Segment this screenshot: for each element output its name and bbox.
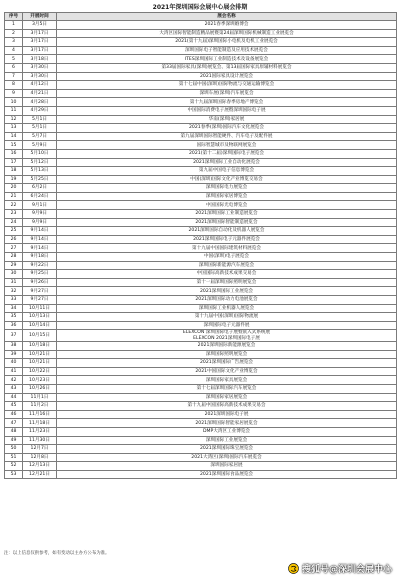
row-number: 31	[5, 278, 23, 287]
row-date: 9月25日	[23, 270, 57, 279]
exhibition-name-line: 2021深圳国际电子展	[204, 411, 249, 417]
table-row	[5, 63, 397, 72]
row-date: 3月17日	[23, 29, 57, 38]
row-number: 33	[5, 296, 23, 305]
row-number: 37	[5, 330, 23, 342]
row-date: 4月29日	[23, 106, 57, 115]
row-exhibition-name	[57, 393, 397, 402]
row-exhibition-name	[57, 296, 397, 305]
row-date: 9月14日	[23, 227, 57, 236]
row-date: 11月18日	[23, 419, 57, 428]
row-exhibition-name	[57, 175, 397, 184]
row-exhibition-name	[57, 341, 397, 350]
table-row	[5, 106, 397, 115]
row-exhibition-name	[57, 313, 397, 322]
exhibition-name-line: 中国(深圳)电子展览会	[204, 254, 249, 260]
row-exhibition-name	[57, 427, 397, 436]
row-number: 27	[5, 244, 23, 253]
table-row	[5, 350, 397, 359]
row-date: 3月30日	[23, 63, 57, 72]
exhibition-name-line: 中国国际光电博览会	[205, 202, 248, 208]
exhibition-name-line: 2021深圳国际智能家居展览会	[195, 420, 258, 426]
row-exhibition-name	[57, 470, 397, 479]
row-exhibition-name	[57, 287, 397, 296]
row-exhibition-name	[57, 218, 397, 227]
row-number: 2	[5, 29, 23, 38]
row-date: 9月27日	[23, 287, 57, 296]
row-date: 3月30日	[23, 72, 57, 81]
row-exhibition-name	[57, 124, 397, 133]
row-exhibition-name	[57, 158, 397, 167]
row-date: 11月16日	[23, 410, 57, 419]
row-exhibition-name	[57, 462, 397, 471]
table-row	[5, 201, 397, 210]
table-row	[5, 38, 397, 47]
row-number: 20	[5, 184, 23, 193]
table-row	[5, 253, 397, 262]
row-date: 5月12日	[23, 158, 57, 167]
table-row	[5, 98, 397, 107]
row-exhibition-name	[57, 359, 397, 368]
exhibition-name-line: 深圳国际工业展览会	[205, 437, 248, 443]
table-row	[5, 270, 397, 279]
table-row	[5, 376, 397, 385]
table-header-row	[5, 13, 397, 21]
exhibition-name-line: 深圳国际电子元器件展	[203, 322, 250, 328]
table-row	[5, 287, 397, 296]
row-exhibition-name	[57, 419, 397, 428]
table-row	[5, 21, 397, 30]
row-date: 3月18日	[23, 55, 57, 64]
row-exhibition-name	[57, 72, 397, 81]
row-exhibition-name	[57, 192, 397, 201]
row-date: 9月9日	[23, 218, 57, 227]
row-number: 30	[5, 270, 23, 279]
row-exhibition-name	[57, 201, 397, 210]
row-date: 12月8日	[23, 453, 57, 462]
row-number: 19	[5, 175, 23, 184]
sohu-logo-icon	[288, 563, 299, 574]
exhibition-name-line: ELEXCON 深圳国际电子展暨嵌入式系统展	[182, 330, 271, 336]
row-exhibition-name	[57, 184, 397, 193]
table-row	[5, 184, 397, 193]
row-exhibition-name	[57, 167, 397, 176]
row-number: 8	[5, 81, 23, 90]
row-exhibition-name	[57, 321, 397, 330]
row-exhibition-name	[57, 278, 397, 287]
table-row	[5, 419, 397, 428]
table-row	[5, 321, 397, 330]
row-exhibition-name	[57, 244, 397, 253]
exhibition-name-line: 深圳国际电子智能制造及应用技术展览会	[185, 47, 268, 53]
row-date: 10月26日	[23, 384, 57, 393]
row-number: 47	[5, 419, 23, 428]
row-date: 10月15日	[23, 330, 57, 342]
exhibition-name-line: 2021(第十二届)深圳国际电子展览会	[189, 151, 264, 157]
watermark	[288, 561, 392, 575]
row-number: 42	[5, 376, 23, 385]
row-date: 10月18日	[23, 341, 57, 350]
table-row	[5, 453, 397, 462]
exhibition-name-line: 深圳国际家具展览会	[205, 377, 248, 383]
row-exhibition-name	[57, 235, 397, 244]
row-exhibition-name	[57, 81, 397, 90]
row-date: 4月12日	[23, 81, 57, 90]
exhibition-name-line: 中国(深圳)国际文化产业博览交易会	[190, 176, 263, 182]
table-row	[5, 261, 397, 270]
exhibition-name-line: 深圳国际家居博览会	[205, 194, 248, 200]
row-number: 38	[5, 341, 23, 350]
table-row	[5, 330, 397, 342]
row-number: 21	[5, 192, 23, 201]
row-number: 17	[5, 158, 23, 167]
exhibition-name-line: 2021深圳国际广告展览会	[199, 360, 254, 366]
row-exhibition-name	[57, 98, 397, 107]
exhibition-name-line: 2021深圳国际工业自动化展览会	[193, 159, 260, 165]
exhibition-name-line: 第十九届中国(深圳)国际物流展	[194, 314, 259, 320]
row-date: 6月24日	[23, 192, 57, 201]
row-number: 16	[5, 149, 23, 158]
row-number: 7	[5, 72, 23, 81]
row-number: 29	[5, 261, 23, 270]
table-row	[5, 149, 397, 158]
row-exhibition-name	[57, 384, 397, 393]
row-date: 9月22日	[23, 261, 57, 270]
row-number: 50	[5, 445, 23, 454]
exhibition-name-line: ITES深圳国际工业制造技术及设备展览会	[184, 56, 269, 62]
table-row	[5, 427, 397, 436]
row-date: 10月13日	[23, 313, 57, 322]
exhibition-name-line: 2021春季深圳婚博会	[204, 22, 249, 28]
row-number: 25	[5, 227, 23, 236]
row-exhibition-name	[57, 453, 397, 462]
row-number: 53	[5, 470, 23, 479]
table-row	[5, 359, 397, 368]
table-row	[5, 462, 397, 471]
exhibition-name-line: 第十九届中国国际高新技术成果交易会	[187, 403, 266, 409]
page-title: 2021年深圳国际会展中心展会排期	[152, 4, 248, 11]
row-exhibition-name	[57, 115, 397, 124]
schedule-rows	[5, 21, 397, 479]
row-date: 10月23日	[23, 376, 57, 385]
exhibition-name-line: 2021春季(深圳)国际汽车文化展览会	[189, 125, 264, 131]
row-number: 4	[5, 46, 23, 55]
exhibition-name-line: 第九届中国电子信息博览会	[198, 168, 255, 174]
table-row	[5, 81, 397, 90]
row-number: 9	[5, 89, 23, 98]
row-date: 5月13日	[23, 167, 57, 176]
table-row	[5, 132, 397, 141]
row-date: 9月27日	[23, 296, 57, 305]
row-number: 15	[5, 141, 23, 150]
row-date: 9月9日	[23, 210, 57, 219]
table-row	[5, 89, 397, 98]
row-number: 46	[5, 410, 23, 419]
exhibition-name-line: 2021大湾区(深圳)国际汽车展览会	[191, 454, 262, 460]
row-date: 9月14日	[23, 244, 57, 253]
exhibition-name-line: 深圳国际电力展览会	[205, 185, 248, 191]
row-number: 35	[5, 313, 23, 322]
row-number: 5	[5, 55, 23, 64]
row-number: 14	[5, 132, 23, 141]
exhibition-name-line: 2021深圳国际智能制造展览会	[195, 219, 258, 225]
table-row	[5, 313, 397, 322]
row-exhibition-name	[57, 63, 397, 72]
table-row	[5, 124, 397, 133]
column-header-date: 开展时间	[23, 13, 57, 21]
table-row	[5, 29, 397, 38]
row-number: 24	[5, 218, 23, 227]
row-number: 22	[5, 201, 23, 210]
table-row	[5, 227, 397, 236]
row-date: 10月11日	[23, 304, 57, 313]
table-row	[5, 175, 397, 184]
row-date: 9月18日	[23, 253, 57, 262]
row-number: 1	[5, 21, 23, 30]
exhibition-name-line: DMP大湾区工业博览会	[202, 429, 251, 435]
row-exhibition-name	[57, 445, 397, 454]
row-exhibition-name	[57, 261, 397, 270]
exhibition-name-line: 深圳国际家居展览会	[205, 394, 248, 400]
row-date: 5月10日	[23, 149, 57, 158]
table-row	[5, 341, 397, 350]
footnote: 注：以上信息仅供参考，如有变动以主办方公布为准。	[4, 551, 110, 556]
table-row	[5, 367, 397, 376]
row-date: 9月14日	[23, 235, 57, 244]
exhibition-name-line: 2021深圳国际食品展览会	[199, 472, 254, 478]
row-exhibition-name	[57, 149, 397, 158]
column-header-name: 展会名称	[57, 13, 397, 21]
row-date: 6月2日	[23, 184, 57, 193]
row-date: 9月26日	[23, 278, 57, 287]
row-number: 48	[5, 427, 23, 436]
row-date: 4月21日	[23, 89, 57, 98]
row-number: 52	[5, 462, 23, 471]
exhibition-name-line: 2021深圳国际动力电池展览会	[195, 297, 258, 303]
row-date: 4月28日	[23, 98, 57, 107]
table-row	[5, 296, 397, 305]
row-exhibition-name	[57, 89, 397, 98]
row-number: 6	[5, 63, 23, 72]
row-date: 10月21日	[23, 359, 57, 368]
exhibition-name-line: 华南(深圳)家居展	[208, 116, 245, 122]
table-row	[5, 436, 397, 445]
table-row	[5, 210, 397, 219]
row-exhibition-name	[57, 21, 397, 30]
row-number: 10	[5, 98, 23, 107]
exhibition-name-line: 第十九届深圳国际春季房地产博览会	[189, 99, 264, 105]
table-row	[5, 235, 397, 244]
row-date: 11月30日	[23, 436, 57, 445]
row-date: 11月1日	[23, 393, 57, 402]
table-row	[5, 72, 397, 81]
exhibition-name-line: 深圳国际家居展	[210, 463, 243, 469]
exhibition-name-line: 2021深圳国际新能源展览会	[197, 343, 256, 349]
row-exhibition-name	[57, 270, 397, 279]
row-number: 34	[5, 304, 23, 313]
row-number: 32	[5, 287, 23, 296]
row-number: 44	[5, 393, 23, 402]
row-exhibition-name	[57, 38, 397, 47]
exhibition-name-line: 深圳国际工业机器人展览会	[198, 305, 255, 311]
row-exhibition-name	[57, 227, 397, 236]
row-number: 45	[5, 402, 23, 411]
row-exhibition-name	[57, 106, 397, 115]
row-date: 3月5日	[23, 21, 57, 30]
row-date: 10月22日	[23, 367, 57, 376]
row-number: 12	[5, 115, 23, 124]
table-row	[5, 304, 397, 313]
table-row	[5, 244, 397, 253]
row-number: 26	[5, 235, 23, 244]
row-exhibition-name	[57, 402, 397, 411]
table-row	[5, 115, 397, 124]
row-exhibition-name	[57, 304, 397, 313]
table-row	[5, 402, 397, 411]
row-exhibition-name	[57, 46, 397, 55]
exhibition-name-line: ELEXCON 2021深圳国际电子展	[193, 335, 260, 341]
row-exhibition-name	[57, 141, 397, 150]
row-number: 11	[5, 106, 23, 115]
table-row	[5, 445, 397, 454]
row-date: 5月25日	[23, 175, 57, 184]
exhibition-name-line: 第十九届中国国际建筑材料展览会	[192, 245, 261, 251]
exhibition-name-line: 2021深圳国际珠宝展览会	[199, 446, 254, 452]
row-number: 13	[5, 124, 23, 133]
row-number: 18	[5, 167, 23, 176]
table-row	[5, 410, 397, 419]
row-date: 12月13日	[23, 462, 57, 471]
row-exhibition-name	[57, 330, 397, 342]
exhibition-name-line: 2021深圳国际自动化及机器人展览会	[188, 228, 265, 234]
table-row	[5, 470, 397, 479]
exhibition-name-line: 2021国际家具设计展览会	[199, 73, 254, 79]
row-exhibition-name	[57, 253, 397, 262]
exhibition-name-line: 深圳国际照明展览会	[205, 351, 248, 357]
exhibition-name-line: 深圳车展(深圳)汽车展览会	[199, 90, 254, 96]
column-header-no: 序号	[5, 13, 23, 21]
row-date: 3月17日	[23, 46, 57, 55]
row-number: 51	[5, 453, 23, 462]
row-date: 11月2日	[23, 402, 57, 411]
table-row	[5, 384, 397, 393]
table-row	[5, 141, 397, 150]
row-date: 5月9日	[23, 141, 57, 150]
schedule-sheet	[4, 3, 396, 479]
row-exhibition-name	[57, 376, 397, 385]
row-number: 23	[5, 210, 23, 219]
exhibition-name-line: 中国国际高新技术成果交易会	[196, 271, 257, 277]
table-row	[5, 192, 397, 201]
exhibition-name-line: 第十七届深圳国际汽车展览会	[196, 386, 257, 392]
row-exhibition-name	[57, 29, 397, 38]
table-row	[5, 278, 397, 287]
table-row	[5, 158, 397, 167]
row-exhibition-name	[57, 436, 397, 445]
row-date: 11月23日	[23, 427, 57, 436]
row-number: 39	[5, 350, 23, 359]
row-exhibition-name	[57, 367, 397, 376]
row-exhibition-name	[57, 132, 397, 141]
row-number: 36	[5, 321, 23, 330]
row-number: 41	[5, 367, 23, 376]
exhibition-name-line: 中国国际消费电子展暨深圳国际电子展	[187, 108, 266, 114]
row-number: 40	[5, 359, 23, 368]
exhibition-name-line: 第九届深圳国际智能硬件、汽车电子及配件展	[180, 133, 273, 139]
watermark-text: 搜狐号@深圳会展中心	[301, 564, 392, 575]
row-date: 9月1日	[23, 201, 57, 210]
exhibition-name-line: 2021深圳国际工业展览会	[199, 288, 254, 294]
exhibition-schedule-table	[4, 12, 397, 479]
row-exhibition-name	[57, 410, 397, 419]
exhibition-name-line: 第33届国际家具(深圳)展览会、第13届国际家具原辅材料展览会	[161, 65, 292, 71]
row-number: 28	[5, 253, 23, 262]
exhibition-name-line: 大湾区国际智能制造精品展暨第24届深圳国际机械制造工业展览会	[159, 30, 294, 36]
row-date: 12月7日	[23, 445, 57, 454]
row-exhibition-name	[57, 55, 397, 64]
row-exhibition-name	[57, 350, 397, 359]
row-date: 12月21日	[23, 470, 57, 479]
exhibition-name-line: 2021中国国际文化产业博览会	[195, 368, 258, 374]
exhibition-name-line: 2021(第十九届)深圳国际小电机及电机工业展览会	[175, 39, 278, 45]
row-number: 49	[5, 436, 23, 445]
table-row	[5, 167, 397, 176]
row-number: 43	[5, 384, 23, 393]
exhibition-name-line: 2021深圳国际工业制造展览会	[195, 211, 258, 217]
table-row	[5, 218, 397, 227]
exhibition-name-line: 国际智慧城市及物联网展览会	[196, 142, 257, 148]
row-date: 10月21日	[23, 350, 57, 359]
row-date: 5月7日	[23, 132, 57, 141]
exhibition-name-line: 2021深圳国际电子元器件展览会	[193, 237, 260, 243]
table-row	[5, 393, 397, 402]
exhibition-name-line: 第十七届中国(深圳)国际物流与交通运输博览会	[178, 82, 275, 88]
row-number: 3	[5, 38, 23, 47]
table-row	[5, 46, 397, 55]
row-date: 5月1日	[23, 124, 57, 133]
exhibition-name-line: 深圳国际新能源汽车展览会	[198, 262, 255, 268]
row-date: 3月17日	[23, 38, 57, 47]
row-date: 5月1日	[23, 115, 57, 124]
row-exhibition-name	[57, 210, 397, 219]
row-date: 10月14日	[23, 321, 57, 330]
table-row	[5, 55, 397, 64]
exhibition-name-line: 第十一届深圳国际照明展览会	[196, 280, 257, 285]
